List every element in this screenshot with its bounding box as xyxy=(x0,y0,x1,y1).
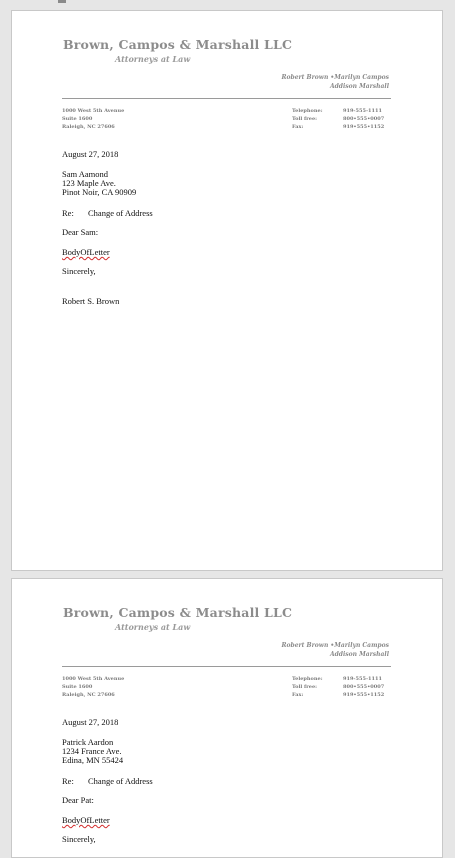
contact-row xyxy=(292,692,384,700)
letter-date: August 27, 2018 xyxy=(62,717,119,727)
letter-body xyxy=(62,816,110,825)
firm-name: Brown, Campos & Marshall LLC xyxy=(63,37,293,52)
re-label: Re: xyxy=(62,776,74,786)
address-line: Raleigh, NC 27606 xyxy=(62,123,115,130)
firm-tagline: Attorneys at Law xyxy=(115,54,191,64)
letterhead-divider xyxy=(62,98,391,99)
address-line: 1000 West 5th Avenue xyxy=(62,676,125,682)
contact-value: 800•555•0007 xyxy=(343,683,385,690)
letterhead-divider xyxy=(62,666,391,667)
contact-label: Telephone: xyxy=(292,676,323,682)
firm-contacts xyxy=(292,676,384,699)
re-label: Re: xyxy=(62,208,74,218)
contact-label: Fax: xyxy=(292,691,304,698)
contact-value: 800•555•0007 xyxy=(343,115,385,122)
recipient-name: Patrick Aardon xyxy=(62,737,114,747)
address-line: Suite 1600 xyxy=(62,115,93,122)
address-line: 1000 West 5th Avenue xyxy=(62,108,125,114)
document-page-2[interactable] xyxy=(11,578,443,858)
document-page-1[interactable] xyxy=(11,10,443,571)
partners-block xyxy=(282,74,389,91)
partners-line: Robert Brown •Marilyn Campos xyxy=(281,74,389,81)
contact-label: Toll free: xyxy=(292,115,318,122)
address-line: Raleigh, NC 27606 xyxy=(62,691,115,698)
partners-line: Robert Brown •Marilyn Campos xyxy=(281,642,389,649)
salutation: Dear Sam: xyxy=(62,227,99,237)
subject-line xyxy=(62,777,153,786)
partners-line: Addison Marshall xyxy=(329,650,389,658)
firm-name: Brown, Campos & Marshall LLC xyxy=(63,605,293,620)
contact-label: Telephone: xyxy=(292,108,323,114)
firm-address xyxy=(62,676,124,699)
contact-value: 919-555-1111 xyxy=(343,676,382,682)
contact-row xyxy=(292,684,384,692)
contact-value: 919•555•1152 xyxy=(343,691,385,698)
contact-row xyxy=(292,676,384,684)
spellcheck-text[interactable]: BodyOfLetter xyxy=(62,815,110,825)
recipient-name: Sam Aamond xyxy=(62,169,109,179)
contact-row xyxy=(292,108,384,116)
salutation: Dear Pat: xyxy=(62,795,94,805)
letter-date: August 27, 2018 xyxy=(62,149,119,159)
subject-text: Change of Address xyxy=(88,208,153,218)
closing: Sincerely, xyxy=(62,834,96,844)
subject-text: Change of Address xyxy=(88,776,153,786)
closing: Sincerely, xyxy=(62,266,96,276)
contact-row xyxy=(292,116,384,124)
contact-row xyxy=(292,124,384,132)
recipient-street: 1234 France Ave. xyxy=(62,746,122,756)
contact-label: Toll free: xyxy=(292,683,318,690)
contact-label: Fax: xyxy=(292,123,304,130)
recipient-street: 123 Maple Ave. xyxy=(62,178,116,188)
firm-contacts xyxy=(292,108,384,131)
signature-name: Robert S. Brown xyxy=(62,296,120,306)
contact-value: 919•555•1152 xyxy=(343,123,385,130)
partners-block xyxy=(282,642,389,659)
partners-line: Addison Marshall xyxy=(329,82,389,90)
address-line: Suite 1600 xyxy=(62,683,93,690)
subject-line xyxy=(62,209,153,218)
recipient-city: Edina, MN 55424 xyxy=(62,755,124,765)
firm-address xyxy=(62,108,124,131)
firm-tagline: Attorneys at Law xyxy=(115,622,191,632)
contact-value: 919-555-1111 xyxy=(343,108,382,114)
recipient-city: Pinot Noir, CA 90909 xyxy=(62,187,137,197)
ruler-marker xyxy=(58,0,66,3)
spellcheck-text[interactable]: BodyOfLetter xyxy=(62,247,110,257)
letter-body xyxy=(62,248,110,257)
